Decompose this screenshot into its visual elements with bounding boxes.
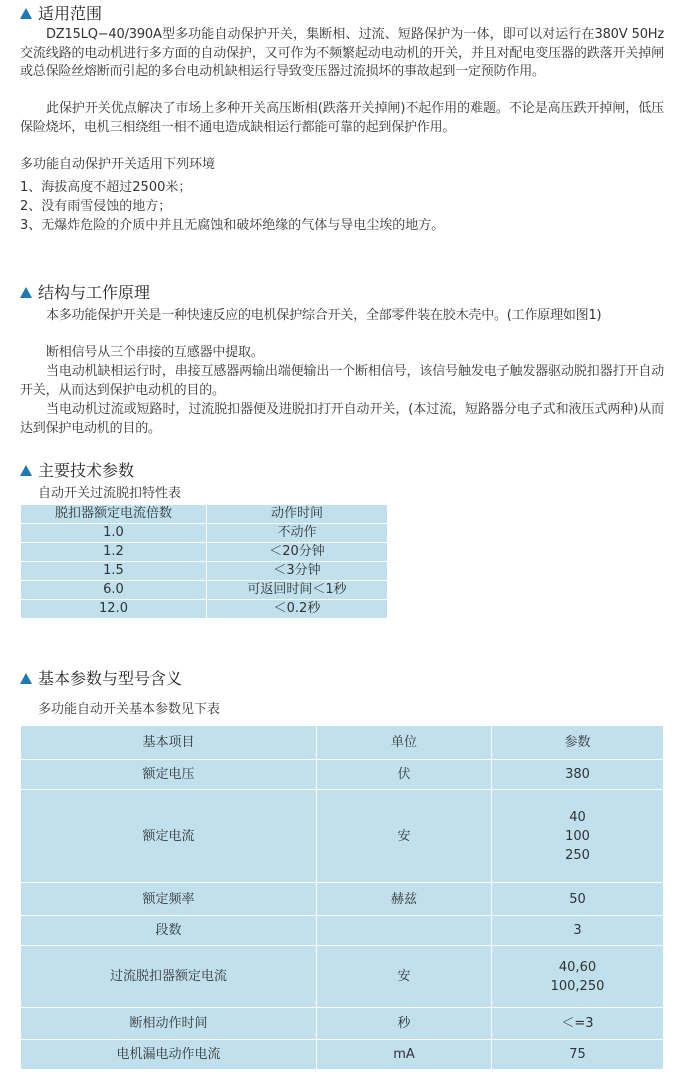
table-cell: 12.0 <box>21 600 207 619</box>
table-header-cell: 参数 <box>492 726 664 760</box>
table-cell: 额定电压 <box>21 760 317 790</box>
environment-item: 3、无爆炸危险的介质中并且无腐蚀和破坏绝缘的气体与导电尘埃的地方。 <box>20 218 445 233</box>
table-caption: 多功能自动开关基本参数见下表 <box>38 702 221 717</box>
trip-characteristics-table <box>20 504 388 619</box>
structure-paragraph-3: 当电动机缺相运行时，串接互感器两输出端便输出一个断相信号，该信号触发电子触发器驱动脱扣器打开自动开关，从而达到保护电动机的目的。 <box>20 364 664 398</box>
table-cell: ＜3分钟 <box>207 562 388 581</box>
environment-title: 多功能自动保护开关适用下列环境 <box>20 157 216 172</box>
table-header-cell: 动作时间 <box>207 505 388 524</box>
structure-paragraph-4: 当电动机过流或短路时，过流脱扣器便及进脱扣打开自动开关，(本过流，短路器分电子式和液压式两种)从而达到保护电动机的目的。 <box>20 402 664 436</box>
table-cell: 安 <box>317 946 492 1008</box>
structure-paragraph-1: 本多功能保护开关是一种快速反应的电机保护综合开关，全部零件装在胶木壳中。(工作原理如图1) <box>46 308 602 323</box>
table-cell: 伏 <box>317 760 492 790</box>
table-header-cell: 基本项目 <box>21 726 317 760</box>
section-title: 适用范围 <box>38 4 103 23</box>
table-row <box>21 1040 664 1070</box>
table-row <box>21 562 388 581</box>
table-cell: ＜20分钟 <box>207 543 388 562</box>
table-cell <box>317 916 492 946</box>
triangle-bullet-icon <box>20 8 32 19</box>
table-cell: 6.0 <box>21 581 207 600</box>
table-row <box>21 946 664 1008</box>
table-cell: 段数 <box>21 916 317 946</box>
table-cell: 40,60 100,250 <box>492 946 664 1008</box>
table-cell: 不动作 <box>207 524 388 543</box>
table-cell: 40 100 250 <box>492 790 664 883</box>
table-cell: 安 <box>317 790 492 883</box>
scope-paragraph-2: 此保护开关优点解决了市场上多种开关高压断相(跌落开关掉闸)不起作用的难题。不论是高压跌开掉闸，低压保险烧坏，电机三相绕组一相不通电造成缺相运行都能可靠的起到保护作用。 <box>20 101 664 135</box>
table-row <box>21 600 388 619</box>
section-heading-scope <box>20 4 102 24</box>
table-row <box>21 524 388 543</box>
table-header-row <box>21 726 664 760</box>
table-row <box>21 581 388 600</box>
table-cell: 1.0 <box>21 524 207 543</box>
section-title: 结构与工作原理 <box>38 283 151 302</box>
table-header-cell: 脱扣器额定电流倍数 <box>21 505 207 524</box>
table-caption: 自动开关过流脱扣特性表 <box>38 486 182 501</box>
environment-item: 2、没有雨雪侵蚀的地方； <box>20 199 172 214</box>
table-row <box>21 760 664 790</box>
environment-item: 1、海拔高度不超过2500米； <box>20 180 192 195</box>
table-cell: 1.5 <box>21 562 207 581</box>
triangle-bullet-icon <box>20 673 32 684</box>
table-row <box>21 543 388 562</box>
section-heading-basic-params <box>20 669 182 689</box>
scope-paragraph-1: DZ15LQ−40/390A型多功能自动保护开关，集断相、过流、短路保护为一体，即可以对运行在380V 50Hz交流线路的电动机进行多方面的自动保护，又可作为不频繁起动电动机的开关，并且对配电变压器的跌落开关掉闸或总保险丝熔断而引起的多台电动机缺相运行导致变压器过流损坏的事故起到一定预防作用。 <box>20 27 664 79</box>
table-cell: 50 <box>492 883 664 916</box>
structure-paragraph-2: 断相信号从三个串接的互感器中提取。 <box>46 345 264 360</box>
section-title: 主要技术参数 <box>38 461 135 480</box>
table-cell: 380 <box>492 760 664 790</box>
table-cell: 75 <box>492 1040 664 1070</box>
triangle-bullet-icon <box>20 465 32 476</box>
table-row <box>21 916 664 946</box>
table-cell: 1.2 <box>21 543 207 562</box>
table-row <box>21 1008 664 1040</box>
table-cell: 断相动作时间 <box>21 1008 317 1040</box>
table-cell: 赫兹 <box>317 883 492 916</box>
table-cell: ＜0.2秒 <box>207 600 388 619</box>
table-cell: 3 <box>492 916 664 946</box>
table-cell: mA <box>317 1040 492 1070</box>
table-cell: ＜=3 <box>492 1008 664 1040</box>
table-header-row <box>21 505 388 524</box>
table-cell: 过流脱扣器额定电流 <box>21 946 317 1008</box>
table-cell: 电机漏电动作电流 <box>21 1040 317 1070</box>
section-heading-structure <box>20 283 150 303</box>
table-cell: 额定电流 <box>21 790 317 883</box>
table-row <box>21 790 664 883</box>
table-cell: 可返回时间＜1秒 <box>207 581 388 600</box>
section-title: 基本参数与型号含义 <box>38 669 183 688</box>
section-heading-tech-params <box>20 461 134 481</box>
table-cell: 秒 <box>317 1008 492 1040</box>
table-cell: 额定频率 <box>21 883 317 916</box>
table-header-cell: 单位 <box>317 726 492 760</box>
basic-parameters-table <box>20 725 664 1070</box>
table-row <box>21 883 664 916</box>
triangle-bullet-icon <box>20 287 32 298</box>
